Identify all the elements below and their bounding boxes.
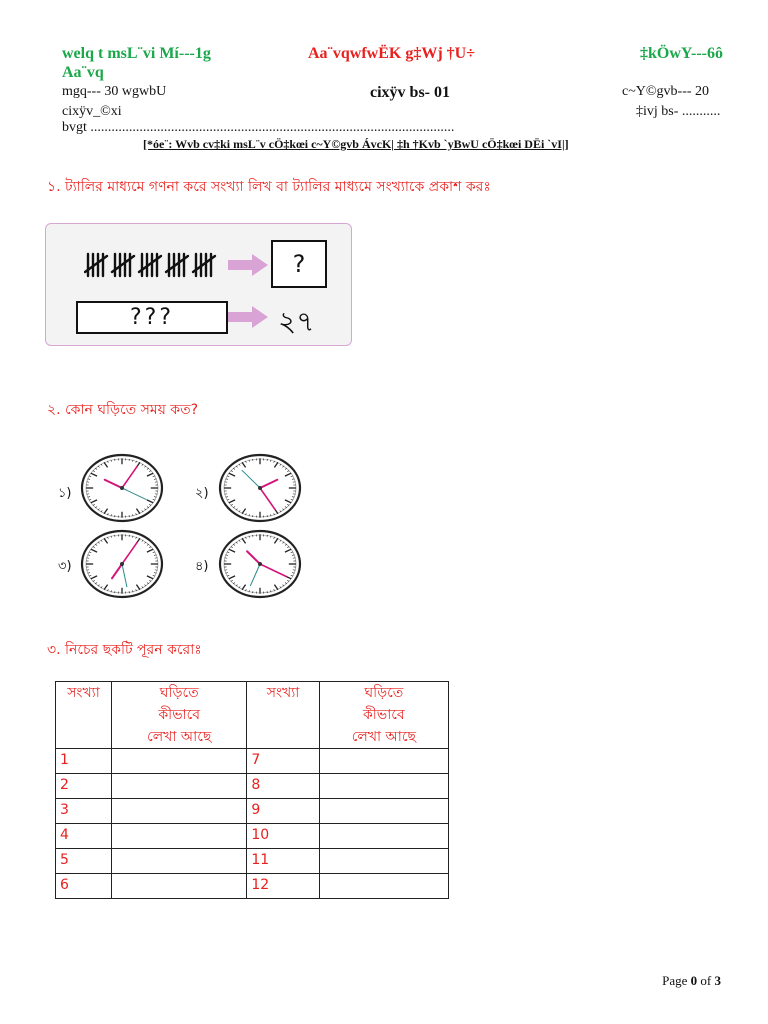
cell-answer[interactable] — [319, 774, 448, 799]
cell-answer[interactable] — [111, 774, 246, 799]
table-row — [56, 824, 449, 849]
arrow-right-icon — [228, 305, 270, 329]
table-row — [56, 799, 449, 824]
page-number — [662, 973, 721, 989]
header-text: কীভাবে — [158, 707, 201, 723]
header-chapter: Aa¨vq — [62, 64, 104, 81]
clock-icon — [217, 452, 303, 524]
table-header-number — [247, 682, 319, 749]
page-total: 3 — [714, 973, 721, 988]
cell-number: 4 — [56, 824, 112, 849]
cell-answer[interactable] — [319, 824, 448, 849]
table-header-row — [56, 682, 449, 749]
tally-blank-box: ??? — [76, 301, 228, 334]
header-name-line: bvgt ........................................................................................................ — [62, 120, 455, 135]
cell-number: 8 — [247, 774, 319, 799]
question-2: ২. কোন ঘড়িতে সময় কত? — [47, 402, 199, 418]
cell-number: 1 — [56, 749, 112, 774]
cell-answer[interactable] — [319, 849, 448, 874]
header-text: ঘড়িতে — [159, 685, 199, 701]
cell-number: 6 — [56, 874, 112, 899]
header-text: সংখ্যা — [266, 685, 300, 701]
cell-number: 2 — [56, 774, 112, 799]
header-note: [*óe¨: Wvb cv‡ki msL¨v cÖ‡kœi c~Y©gvb ÁvcK| ‡h †Kvb `yBwU cÖ‡kœi DËi `vI|] — [143, 137, 569, 151]
fill-in-table — [55, 681, 449, 899]
tally-marks — [84, 250, 224, 280]
header-text: ঘড়িতে — [364, 685, 404, 701]
header-text: লেখা আছে — [351, 729, 416, 745]
cell-number: 10 — [247, 824, 319, 849]
clock-label-2: ২) — [195, 486, 209, 501]
header-class: ‡kÖwY---6ô — [640, 45, 723, 62]
page-of: of — [697, 973, 715, 988]
cell-number: 9 — [247, 799, 319, 824]
cell-number: 7 — [247, 749, 319, 774]
cell-answer[interactable] — [319, 874, 448, 899]
header-text: সংখ্যা — [67, 685, 100, 701]
header-text: লেখা আছে — [147, 729, 212, 745]
table-row — [56, 874, 449, 899]
cell-number: 11 — [247, 849, 319, 874]
table-row — [56, 849, 449, 874]
table-row — [56, 749, 449, 774]
question-1: ১. ট্যালির মাধ্যমে গণনা করে সংখ্যা লিখ বা ট্যালির মাধ্যমে সংখ্যাকে প্রকাশ করঃ — [47, 179, 491, 195]
tally-given-number: ২৭ — [278, 305, 315, 338]
cell-answer[interactable] — [111, 874, 246, 899]
clocks-panel — [45, 448, 311, 614]
clock-label-1: ১) — [58, 486, 72, 501]
clock-label-4: ৪) — [195, 559, 209, 574]
cell-answer[interactable] — [111, 849, 246, 874]
clock-icon — [79, 528, 165, 600]
page-current: 0 — [690, 973, 698, 988]
header-text: কীভাবে — [362, 707, 405, 723]
arrow-right-icon — [228, 253, 270, 277]
cell-answer[interactable] — [319, 749, 448, 774]
table-header-clock — [319, 682, 448, 749]
clock-label-3: ৩) — [58, 559, 72, 574]
clock-icon — [217, 528, 303, 600]
cell-answer[interactable] — [319, 799, 448, 824]
header-time: mgq--- 30 wgwbU — [62, 84, 167, 99]
header-test-type: Aa¨vqwfwËK g‡Wj †U÷ — [308, 45, 475, 62]
cell-answer[interactable] — [111, 799, 246, 824]
header-examinee: cixÿv_©xi — [62, 104, 122, 119]
header-roll: ‡ivj bs- ........... — [636, 104, 721, 119]
table-header-number — [56, 682, 112, 749]
header-title: cixÿv bs- 01 — [370, 84, 450, 101]
header-subject: welq t msL¨vi Mí---1g — [62, 45, 211, 62]
clock-icon — [79, 452, 165, 524]
tally-answer-box: ? — [271, 240, 327, 288]
page-prefix: Page — [662, 973, 691, 988]
table-header-clock — [111, 682, 246, 749]
cell-answer[interactable] — [111, 749, 246, 774]
table-row — [56, 774, 449, 799]
cell-number: 3 — [56, 799, 112, 824]
cell-answer[interactable] — [111, 824, 246, 849]
cell-number: 12 — [247, 874, 319, 899]
cell-number: 5 — [56, 849, 112, 874]
tally-panel — [45, 223, 352, 346]
question-3: ৩. নিচের ছকটি পূরন করোঃ — [47, 642, 202, 658]
header-full-marks: c~Y©gvb--- 20 — [622, 84, 710, 99]
